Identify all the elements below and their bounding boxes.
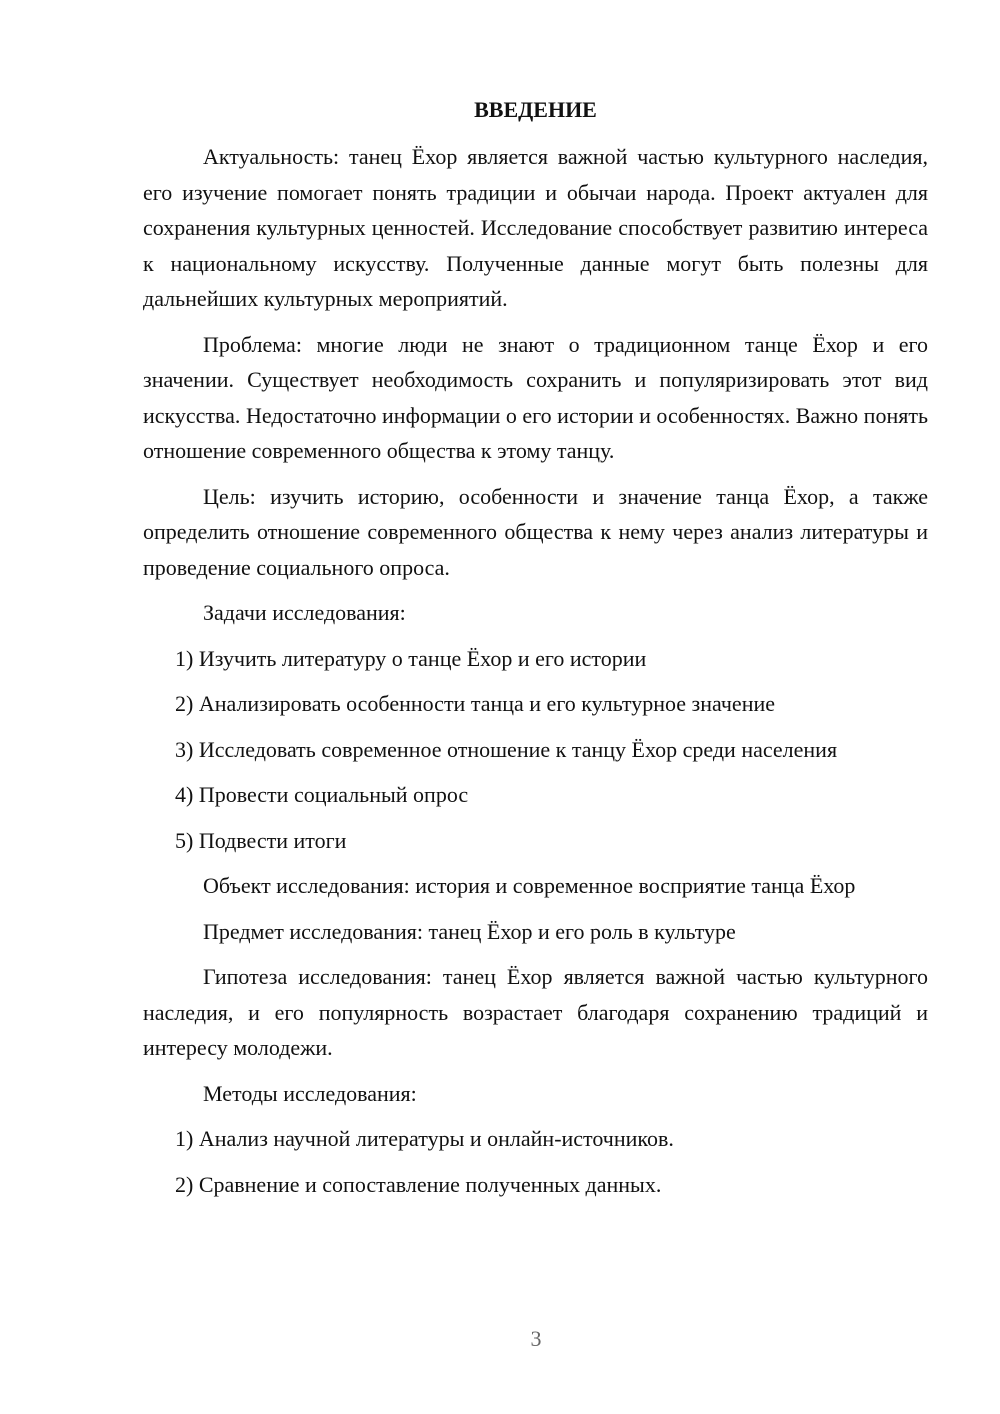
task-item-3: 3) Исследовать современное отношение к танцу Ёхор среди населения [175,736,838,762]
relevance-paragraph: Актуальность: танец Ёхор является важной частью культурного наследия, его изучение помогает понять традиции и обычаи народа. Проект актуален для сохранения культурных ценностей. Исследование способствует развитию интереса к национальному искусству. Полученные данные могут быть полезны для дальнейших культурных мероприятий. [143,144,928,311]
object-paragraph: Объект исследования: история и современное восприятие танца Ёхор [203,873,856,898]
page-content [143,94,928,1212]
tasks-heading: Задачи исследования: [203,600,406,625]
task-item-4: 4) Провести социальный опрос [175,782,469,807]
problem-paragraph: Проблема: многие люди не знают о традиционном танце Ёхор и его значении. Существует необходимость сохранить и популяризировать этот вид искусства. Недостаточно информации о его истории и особенностях. Важно понять отношение современного общества к этому танцу. [143,331,928,463]
methods-list [143,1121,928,1202]
hypothesis-paragraph: Гипотеза исследования: танец Ёхор является важной частью культурного наследия, и его популярность возрастает благодаря сохранению традиций и интересу молодежи. [143,964,928,1060]
task-item-1: 1) Изучить литературу о танце Ёхор и его истории [175,645,647,671]
page-number: 3 [530,1326,542,1351]
tasks-list [143,641,928,859]
method-item-1: 1) Анализ научной литературы и онлайн-источников. [175,1126,674,1151]
section-title: ВВЕДЕНИЕ [474,97,597,122]
goal-paragraph: Цель: изучить историю, особенности и значение танца Ёхор, а также определить отношение современного общества к нему через анализ литературы и проведение социального опроса. [143,483,928,580]
method-item-2: 2) Сравнение и сопоставление полученных данных. [175,1171,662,1197]
methods-heading: Методы исследования: [203,1080,417,1106]
task-item-5: 5) Подвести итоги [175,827,347,853]
task-item-2: 2) Анализировать особенности танца и его культурное значение [175,691,776,716]
subject-paragraph: Предмет исследования: танец Ёхор и его роль в культуре [203,918,736,944]
